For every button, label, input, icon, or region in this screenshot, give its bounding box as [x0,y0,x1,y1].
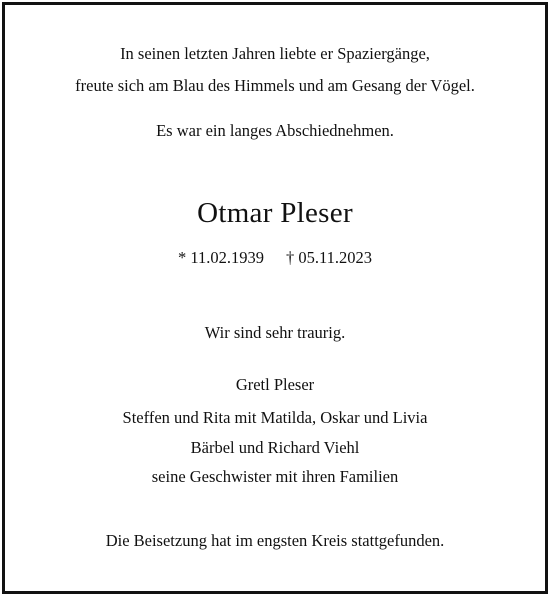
death-date: † 05.11.2023 [286,248,373,267]
life-dates [5,247,545,269]
sentiment-text: Wir sind sehr traurig. [204,323,346,342]
intro-line-3: Es war ein langes Abschiednehmen. [156,121,394,140]
mourner-line: Steffen und Rita mit Matilda, Oskar und Livia [122,408,428,427]
mourner-line: seine Geschwister mit ihren Familien [151,467,399,486]
mourner-line: Gretl Pleser [235,375,315,394]
intro-line-1: In seinen letzten Jahren liebte er Spaziergänge, [120,44,430,63]
burial-note: Die Beisetzung hat im engsten Kreis stattgefunden. [105,531,445,550]
birth-date: * 11.02.1939 [177,248,264,267]
mourner-line: Bärbel und Richard Viehl [190,438,360,457]
deceased-name: Otmar Pleser [197,197,353,229]
obituary-notice [2,2,548,594]
intro-line-2: freute sich am Blau des Himmels und am Gesang der Vögel. [75,76,475,95]
